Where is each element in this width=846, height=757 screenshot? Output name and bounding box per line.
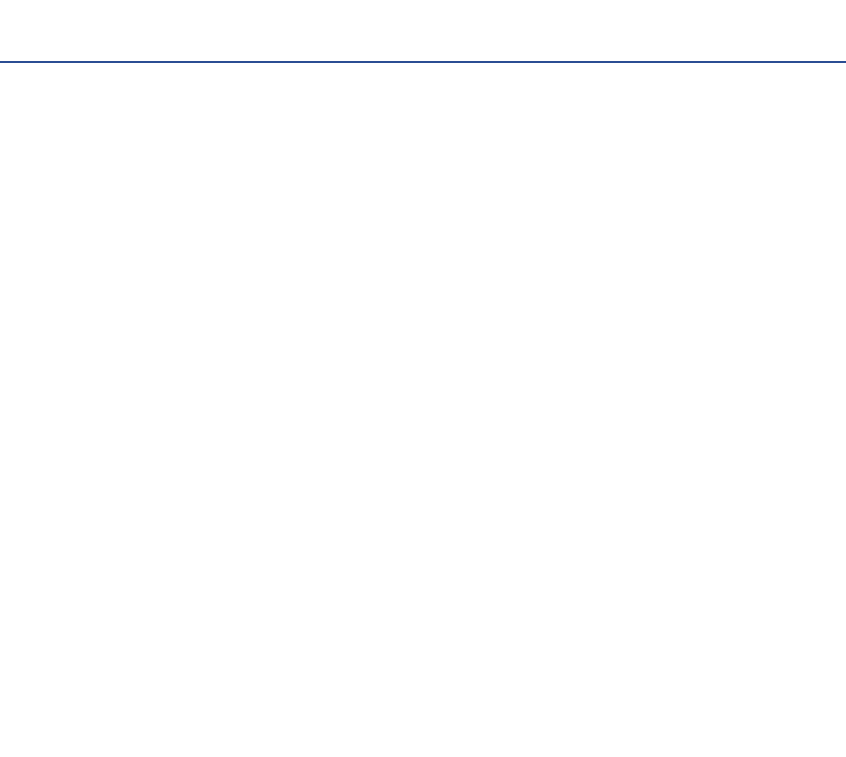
storage-capacity-table [0, 61, 846, 701]
table-header-row [0, 62, 846, 84]
header-unit [243, 62, 303, 84]
